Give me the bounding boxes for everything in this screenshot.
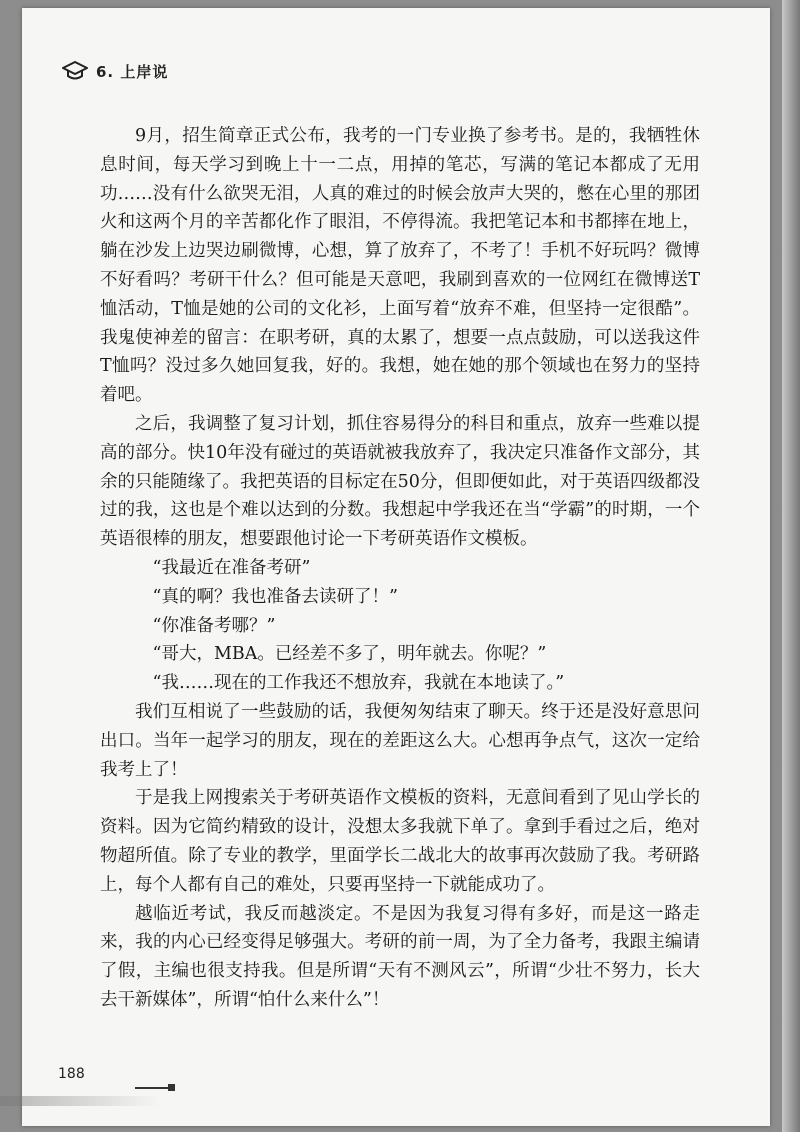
paragraph: 于是我上网搜索关于考研英语作文模板的资料，无意间看到了见山学长的资料。因为它简约精致的设计，没想太多我就下单了。拿到手看过之后，绝对物超所值。除了专业的教学，里面学长二战北大的故事再次鼓励了我。考研路上，每个人都有自己的难处，只要再坚持一下就能成功了。 [100, 788, 700, 895]
chapter-title: 6. 上岸说 [96, 62, 169, 81]
dialogue-line: “我……现在的工作我还不想放弃，我就在本地读了。” [152, 673, 565, 694]
paragraph: 9月，招生简章正式公布，我考的一门专业换了参考书。是的，我牺牲休息时间，每天学习到晚上十一二点，用掉的笔芯，写满的笔记本都成了无用功……没有什么欲哭无泪，人真的难过的时候会放声大哭的，憋在心里的那团火和这两个月的辛苦都化作了眼泪，不停得流。我把笔记本和书都摔在地上，躺在沙发上边哭边刷微博，心想，算了放弃了，不考了！手机不好玩吗？微博不好看吗？考研干什么？但可能是天意吧，我刷到喜欢的一位网红在微博送T恤活动，T恤是她的公司的文化衫，上面写着“放弃不难，但坚持一定很酷”。我鬼使神差的留言：在职考研，真的太累了，想要一点点鼓励，可以送我这件T恤吗？没过多久她回复我，好的。我想，她在她的那个领域也在努力的坚持着吧。 [100, 126, 700, 406]
footer-rule [135, 1087, 171, 1089]
scan-shadow [0, 1096, 160, 1106]
graduation-cap-icon [62, 60, 88, 82]
body-text [100, 122, 700, 1015]
paragraph: 越临近考试，我反而越淡定。不是因为我复习得有多好，而是这一路走来，我的内心已经变得足够强大。考研的前一周，为了全力备考，我跟主编请了假，主编也很支持我。但是所谓“天有不测风云”，所谓“少壮不努力，长大去干新媒体”，所谓“怕什么来什么”！ [100, 903, 700, 1010]
page-edge [782, 0, 800, 1132]
paragraph: 之后，我调整了复习计划，抓住容易得分的科目和重点，放弃一些难以提高的部分。快10年没有碰过的英语就被我放弃了，我决定只准备作文部分，其余的只能随缘了。我把英语的目标定在50分，但即便如此，对于英语四级都没过的我，这也是个难以达到的分数。我想起中学我还在当“学霸”的时期，一个英语很棒的朋友，想要跟他讨论一下考研英语作文模板。 [100, 413, 700, 550]
dialogue-line: “你准备考哪？” [152, 615, 276, 636]
chapter-header [62, 58, 168, 84]
dialogue-line: “我最近在准备考研” [152, 557, 311, 578]
dialogue-line: “真的啊？我也准备去读研了！” [152, 586, 398, 607]
page-number: 188 [58, 1066, 85, 1082]
dialogue-line: “哥大，MBA。已经差不多了，明年就去。你呢？” [152, 644, 547, 665]
footer-ornament [168, 1084, 175, 1091]
paragraph: 我们互相说了一些鼓励的话，我便匆匆结束了聊天。终于还是没好意思问出口。当年一起学习的朋友，现在的差距这么大。心想再争点气，这次一定给我考上了！ [100, 701, 700, 780]
